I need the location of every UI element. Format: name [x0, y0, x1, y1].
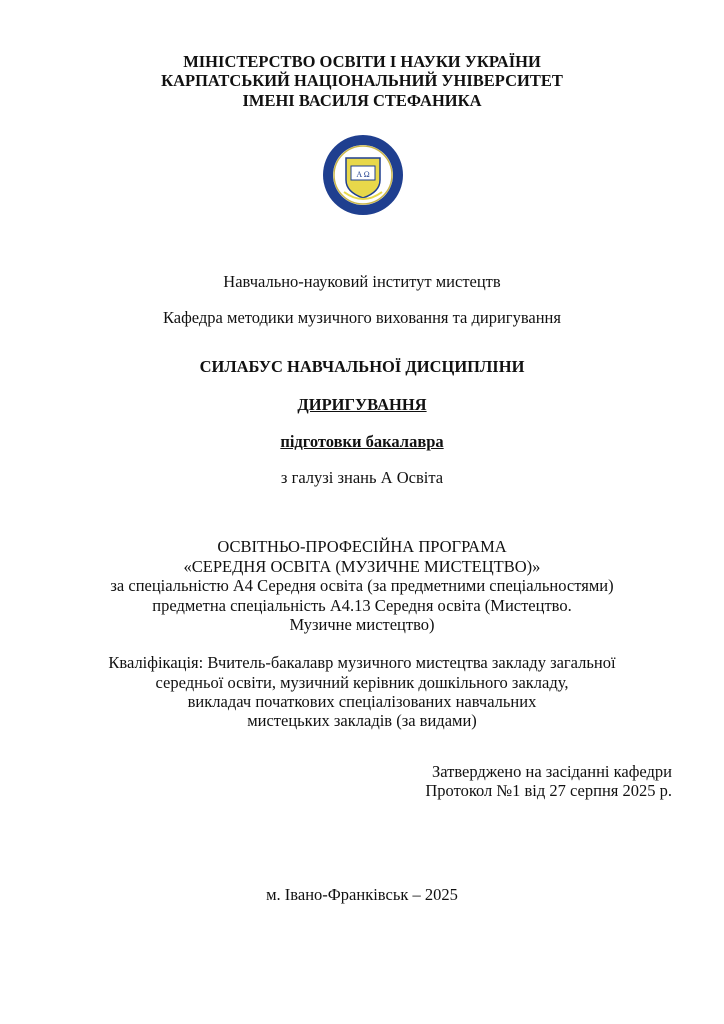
program-line: Музичне мистецтво): [289, 615, 435, 634]
qualification-line: мистецьких закладів (за видами): [247, 711, 477, 730]
institute-name: Навчально-науковий інститут мистецтв: [223, 272, 501, 291]
university-name: ІМЕНІ ВАСИЛЯ СТЕФАНИКА: [242, 91, 482, 110]
university-logo: [322, 134, 404, 216]
program-line: «СЕРЕДНЯ ОСВІТА (МУЗИЧНЕ МИСТЕЦТВО)»: [183, 557, 541, 576]
degree-level: підготовки бакалавра: [280, 432, 444, 451]
program-line: предметна спеціальність А4.13 Середня освіта (Мистецтво.: [152, 596, 572, 615]
protocol-line: Протокол №1 від 27 серпня 2025 р.: [425, 781, 672, 800]
city-year: м. Івано-Франківськ – 2025: [266, 885, 458, 904]
program-line: за спеціальністю А4 Середня освіта (за предметними спеціальностями): [110, 576, 614, 595]
qualification-line: викладач початкових спеціалізованих навчальних: [187, 692, 537, 711]
discipline-name: ДИРИГУВАННЯ: [297, 395, 427, 414]
field-of-knowledge: з галузі знань А Освіта: [280, 468, 444, 487]
qualification-line: Кваліфікація: Вчитель-бакалавр музичного мистецтва закладу загальної: [108, 653, 616, 672]
university-title: КАРПАТСЬКИЙ НАЦІОНАЛЬНИЙ УНІВЕРСИТЕТ: [161, 71, 563, 90]
department-name: Кафедра методики музичного виховання та диригування: [163, 308, 561, 327]
program-line: ОСВІТНЬО-ПРОФЕСІЙНА ПРОГРАМА: [217, 537, 507, 556]
svg-text:Α Ω: Α Ω: [356, 170, 370, 179]
qualification-line: середньої освіти, музичний керівник дошкільного закладу,: [155, 673, 569, 692]
ministry-title: МІНІСТЕРСТВО ОСВІТИ І НАУКИ УКРАЇНИ: [183, 52, 541, 71]
syllabus-title: СИЛАБУС НАВЧАЛЬНОЇ ДИСЦИПЛІНИ: [199, 357, 525, 376]
approval-line: Затверджено на засіданні кафедри: [431, 762, 672, 781]
